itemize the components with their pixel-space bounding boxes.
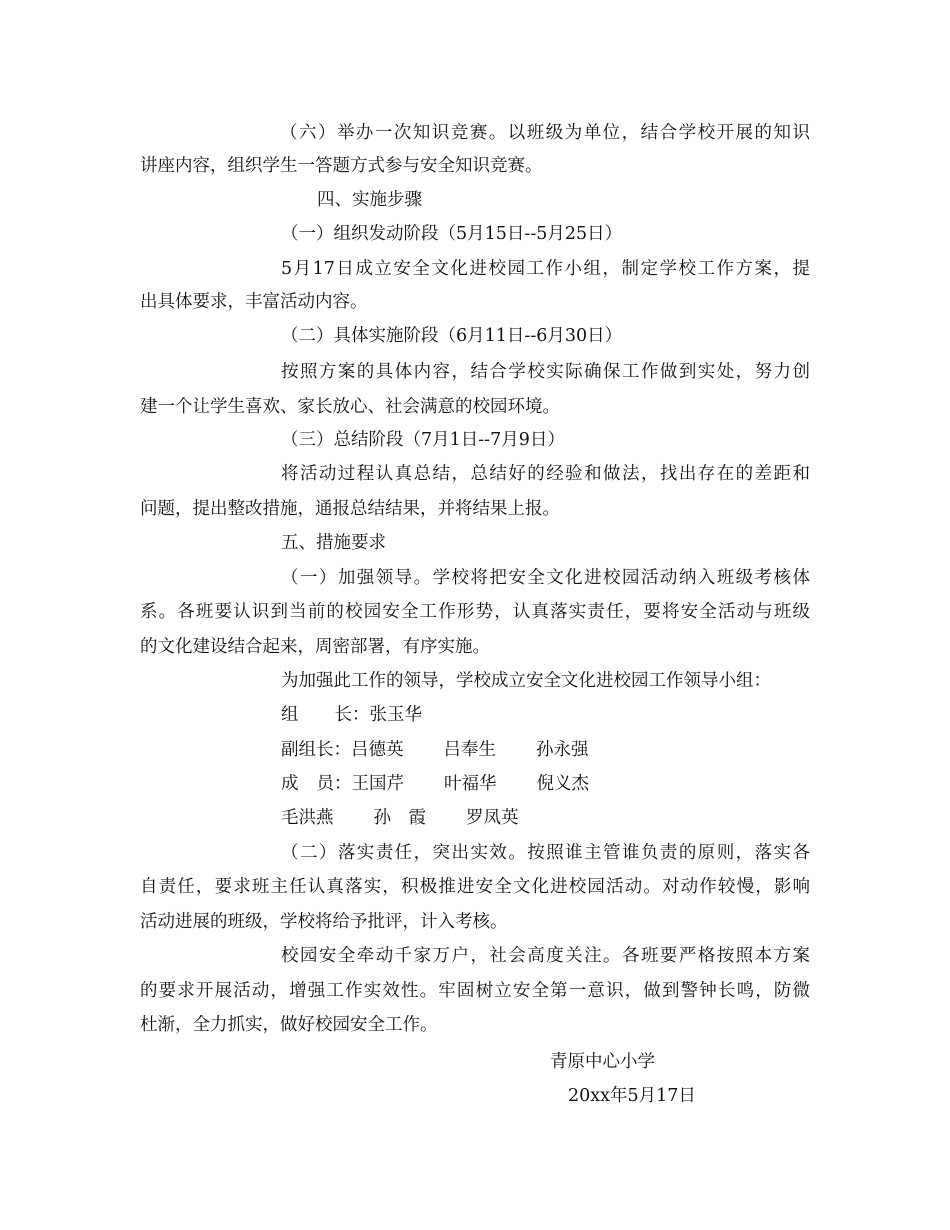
paragraph-line: （二）落实责任，突出实效。按照谁主管谁负责的原则，落实各 bbox=[281, 843, 810, 863]
signature-school: 青原中心小学 bbox=[550, 1052, 655, 1072]
paragraph-line: 的文化建设结合起来，周密部署，有序实施。 bbox=[140, 637, 490, 657]
paragraph-line: 按照方案的具体内容，结合学校实际确保工作做到实处，努力创 bbox=[281, 362, 810, 382]
member-name: 孙永强 bbox=[536, 740, 589, 760]
paragraph-line: （六）举办一次知识竞赛。以班级为单位，结合学校开展的知识 bbox=[280, 123, 810, 143]
member-row bbox=[281, 806, 519, 830]
paragraph-line: 出具体要求，丰富活动内容。 bbox=[140, 292, 368, 312]
member-name: 叶福华 bbox=[444, 774, 497, 794]
deputy-row bbox=[281, 738, 589, 762]
member-name: 王国芹 bbox=[351, 774, 404, 794]
stage-title: （一）组织发动阶段（5月15日--5月25日） bbox=[281, 224, 623, 244]
member-label: 成 bbox=[281, 774, 299, 794]
member-row bbox=[281, 772, 589, 796]
paragraph-line: 建一个让学生喜欢、家长放心、社会满意的校园环境。 bbox=[140, 397, 560, 417]
stage-title: （三）总结阶段（7月1日--7月9日） bbox=[281, 430, 565, 450]
paragraph-line: 的要求开展活动，增强工作实效性。牢固树立安全第一意识，做到警钟长鸣，防微 bbox=[140, 981, 810, 1001]
paragraph-line: 杜渐，全力抓实，做好校园安全工作。 bbox=[140, 1015, 438, 1035]
leader-row bbox=[281, 703, 422, 727]
paragraph-line: 为加强此工作的领导，学校成立安全文化进校园工作领导小组： bbox=[281, 671, 771, 691]
paragraph-line: 活动进展的班级，学校将给予批评，计入考核。 bbox=[140, 912, 508, 932]
section-heading: 四、实施步骤 bbox=[317, 190, 422, 210]
leader-label: 组 bbox=[281, 705, 299, 725]
paragraph-line: 问题，提出整改措施，通报总结结果，并将结果上报。 bbox=[140, 499, 560, 519]
paragraph-line: 5月17日成立安全文化进校园工作小组，制定学校工作方案，提 bbox=[281, 259, 810, 279]
member-label: 员： bbox=[316, 774, 352, 794]
member-name: 吕奉生 bbox=[443, 740, 496, 760]
member-name: 吕德英 bbox=[351, 740, 404, 760]
paragraph-line: 系。各班要认识到当前的校园安全工作形势，认真落实责任，要将安全活动与班级 bbox=[140, 602, 810, 622]
paragraph-line: 自责任，要求班主任认真落实，积极推进安全文化进校园活动。对动作较慢，影响 bbox=[140, 877, 810, 897]
leader-name: 张玉华 bbox=[369, 705, 422, 725]
member-name: 毛洪燕 bbox=[281, 808, 334, 828]
member-name: 罗凤英 bbox=[466, 808, 519, 828]
paragraph-line: 校园安全牵动千家万户，社会高度关注。各班要严格按照本方案 bbox=[281, 946, 810, 966]
stage-title: （二）具体实施阶段（6月11日--6月30日） bbox=[281, 326, 623, 346]
paragraph-line: 讲座内容，组织学生一答题方式参与安全知识竞赛。 bbox=[140, 156, 543, 176]
signature-date: 20xx年5月17日 bbox=[568, 1086, 696, 1106]
paragraph-line: （一）加强领导。学校将把安全文化进校园活动纳入班级考核体 bbox=[281, 568, 810, 588]
section-heading: 五、措施要求 bbox=[281, 533, 386, 553]
member-name: 孙 霞 bbox=[373, 808, 426, 828]
leader-label: 长： bbox=[334, 705, 370, 725]
deputy-label: 副组长： bbox=[281, 740, 351, 760]
paragraph-line: 将活动过程认真总结，总结好的经验和做法，找出存在的差距和 bbox=[281, 464, 810, 484]
member-name: 倪义杰 bbox=[536, 774, 589, 794]
